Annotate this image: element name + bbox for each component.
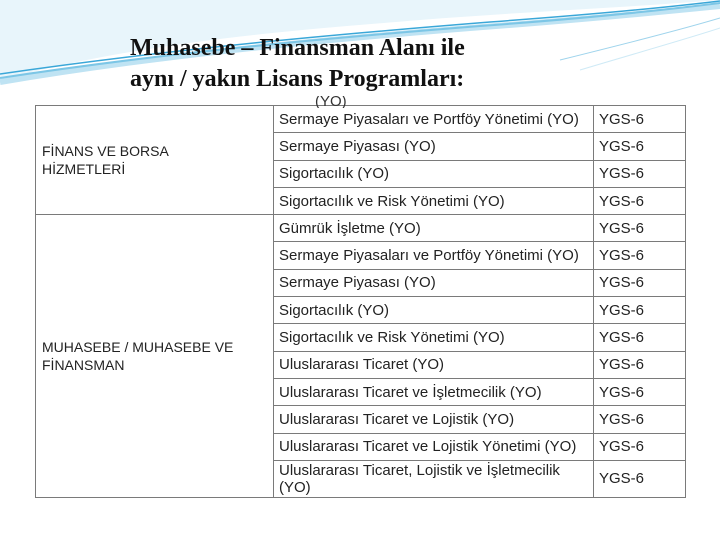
score-type-cell: YGS-6 (594, 215, 686, 242)
group-name-cell (36, 106, 274, 215)
score-type-cell: YGS-6 (594, 433, 686, 460)
score-type-cell: YGS-6 (594, 160, 686, 187)
program-line-2: (YO) (279, 478, 311, 496)
program-table-wrapper (35, 96, 685, 498)
program-cell: Sermaye Piyasası (YO) (274, 269, 594, 296)
title-line-1: Muhasebe – Finansman Alanı ile (130, 35, 465, 61)
score-type-cell: YGS-6 (594, 269, 686, 296)
group-name-line-1: MUHASEBE / MUHASEBE VE (42, 339, 234, 356)
program-cell: Sigortacılık (YO) (274, 160, 594, 187)
program-cell: Sermaye Piyasaları ve Portföy Yönetimi (YO) (274, 242, 594, 269)
group-name-line-2: FİNANSMAN (42, 357, 125, 374)
score-type-cell: YGS-6 (594, 378, 686, 405)
score-type-cell: YGS-6 (594, 133, 686, 160)
program-cell: Uluslararası Ticaret ve Lojistik (YO) (274, 406, 594, 433)
program-cell: Sigortacılık (YO) (274, 297, 594, 324)
program-cell: Uluslararası Ticaret (YO) (274, 351, 594, 378)
page-title (130, 33, 465, 95)
score-type-cell: YGS-6 (594, 187, 686, 214)
table-row (36, 215, 686, 242)
program-cell: Sigortacılık ve Risk Yönetimi (YO) (274, 187, 594, 214)
title-line-2: aynı / yakın Lisans Programları: (130, 66, 465, 92)
score-type-cell: YGS-6 (594, 460, 686, 497)
partial-cell-text: (YO) (315, 96, 347, 108)
program-table-body (36, 106, 686, 498)
program-table (35, 105, 686, 498)
score-type-cell: YGS-6 (594, 297, 686, 324)
score-type-cell: YGS-6 (594, 324, 686, 351)
group-name-line-2: HİZMETLERİ (42, 161, 126, 178)
score-type-cell: YGS-6 (594, 406, 686, 433)
score-type-cell: YGS-6 (594, 106, 686, 133)
program-cell: Sermaye Piyasası (YO) (274, 133, 594, 160)
group-name-line-1: FİNANS VE BORSA (42, 143, 169, 160)
program-cell: Gümrük İşletme (YO) (274, 215, 594, 242)
program-cell (274, 460, 594, 497)
group-name-cell (36, 215, 274, 498)
program-cell: Uluslararası Ticaret ve İşletmecilik (YO) (274, 378, 594, 405)
score-type-cell: YGS-6 (594, 351, 686, 378)
program-cell: Sermaye Piyasaları ve Portföy Yönetimi (YO) (274, 106, 594, 133)
table-row (36, 106, 686, 133)
program-cell: Uluslararası Ticaret ve Lojistik Yönetimi (YO) (274, 433, 594, 460)
score-type-cell: YGS-6 (594, 242, 686, 269)
program-cell: Sigortacılık ve Risk Yönetimi (YO) (274, 324, 594, 351)
program-line-1: Uluslararası Ticaret, Lojistik ve İşletmecilik (279, 461, 560, 479)
